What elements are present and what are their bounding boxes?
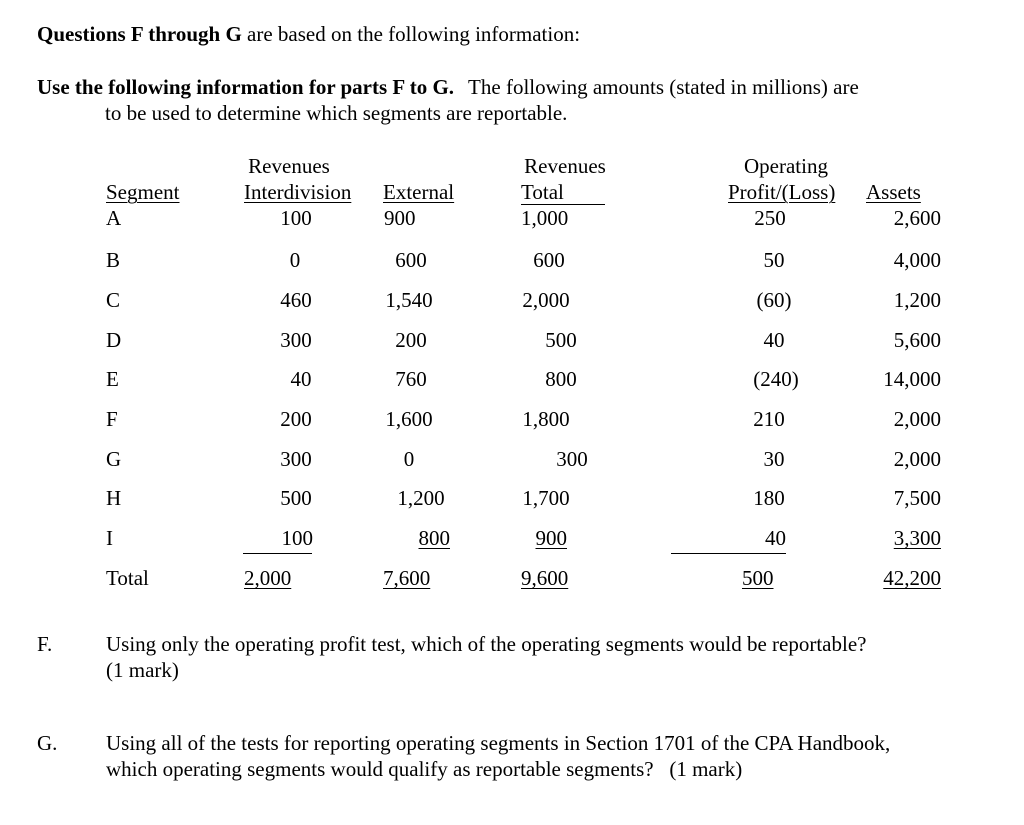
- intro-line-2: to be used to determine which segments are reportable.: [105, 101, 568, 125]
- cell-assets: 1,200: [893, 288, 941, 312]
- total-label: Total: [106, 566, 149, 590]
- cell-total: 900: [535, 526, 567, 550]
- cell-interdivision: 0: [289, 248, 301, 272]
- cell-assets: 2,000: [893, 407, 941, 431]
- cell-assets: 14,000: [883, 367, 941, 391]
- cell-profit: 180: [753, 486, 785, 510]
- cell-assets: 3,300: [893, 526, 941, 550]
- question-g-text: Using all of the tests for reporting operating segments in Section 1701 of the CPA Handbook,: [106, 731, 891, 755]
- header-segment: Segment: [106, 180, 180, 204]
- cell-profit: 250: [754, 206, 786, 230]
- cell-external: 0: [403, 447, 415, 471]
- question-f-text: Using only the operating profit test, which of the operating segments would be reportable?: [106, 632, 867, 656]
- cell-total: 300: [556, 447, 588, 471]
- header-total-underline: [521, 204, 605, 205]
- cell-segment: H: [106, 486, 122, 510]
- cell-profit: 40: [765, 526, 786, 550]
- cell-total: 800: [545, 367, 577, 391]
- intro-line-1: [37, 75, 859, 100]
- cell-interdivision: 300: [280, 447, 312, 471]
- cell-interdivision: 100: [280, 206, 312, 230]
- cell-profit: (240): [753, 367, 799, 391]
- cell-external: 760: [395, 367, 427, 391]
- cell-total: 1,800: [522, 407, 570, 431]
- cell-external: 800: [418, 526, 450, 550]
- cell-segment: A: [106, 206, 122, 230]
- cell-external: 900: [384, 206, 416, 230]
- cell-segment: F: [106, 407, 118, 431]
- cell-profit: (60): [756, 288, 792, 312]
- cell-external: 200: [395, 328, 427, 352]
- cell-total: 600: [533, 248, 565, 272]
- cell-segment: C: [106, 288, 121, 312]
- cell-interdivision: 200: [280, 407, 312, 431]
- cell-external: 1,540: [385, 288, 433, 312]
- intro-bold: Use the following information for parts F to G.: [37, 75, 455, 99]
- total-interdivision: 2,000: [244, 566, 292, 590]
- heading-rest: are based on the following information:: [241, 22, 581, 46]
- cell-assets: 7,500: [893, 486, 941, 510]
- cell-segment: B: [106, 248, 121, 272]
- cell-profit: 30: [763, 447, 785, 471]
- total-assets: 42,200: [883, 566, 941, 590]
- header-interdivision: Interdivision: [244, 180, 352, 204]
- cell-interdivision: 460: [280, 288, 312, 312]
- intro-rest: The following amounts (stated in millions) are: [468, 75, 859, 99]
- cell-interdivision: 100: [281, 526, 313, 550]
- question-f-label: F.: [37, 632, 53, 656]
- cell-profit: 210: [753, 407, 785, 431]
- cell-total: 500: [545, 328, 577, 352]
- cell-assets: 2,000: [893, 447, 941, 471]
- header-external: External: [383, 180, 455, 204]
- cell-assets: 4,000: [893, 248, 941, 272]
- header-revenues: Revenues: [248, 154, 330, 178]
- header-assets: Assets: [866, 180, 921, 204]
- heading-bold: Questions F through G: [37, 22, 242, 46]
- page-heading: [37, 22, 580, 47]
- header-operating: Operating: [744, 154, 828, 178]
- header-total: Total: [521, 180, 564, 204]
- cell-interdivision: 500: [280, 486, 312, 510]
- total-total: 9,600: [521, 566, 569, 590]
- cell-total: 2,000: [522, 288, 570, 312]
- cell-assets: 2,600: [893, 206, 941, 230]
- cell-segment: E: [106, 367, 119, 391]
- question-g-mark: which operating segments would qualify as reportable segments? (1 mark): [106, 757, 743, 781]
- cell-interdivision: 300: [280, 328, 312, 352]
- cell-external: 600: [395, 248, 427, 272]
- header-revenues-total-top: Revenues: [524, 154, 606, 178]
- cell-external: 1,600: [385, 407, 433, 431]
- total-external: 7,600: [383, 566, 431, 590]
- cell-total: 1,000: [521, 206, 569, 230]
- cell-assets: 5,600: [893, 328, 941, 352]
- cell-profit: 40: [763, 328, 785, 352]
- row-i-profit-rule: [671, 553, 786, 554]
- cell-segment: I: [106, 526, 113, 550]
- cell-segment: D: [106, 328, 122, 352]
- row-i-interdivision-rule: [243, 553, 312, 554]
- cell-segment: G: [106, 447, 122, 471]
- question-f-mark: (1 mark): [106, 658, 179, 682]
- question-g-label: G.: [37, 731, 58, 755]
- cell-profit: 50: [763, 248, 785, 272]
- total-profit: 500: [742, 566, 774, 590]
- cell-interdivision: 40: [290, 367, 312, 391]
- header-profit-loss: Profit/(Loss): [728, 180, 836, 204]
- cell-total: 1,700: [522, 486, 570, 510]
- cell-external: 1,200: [397, 486, 445, 510]
